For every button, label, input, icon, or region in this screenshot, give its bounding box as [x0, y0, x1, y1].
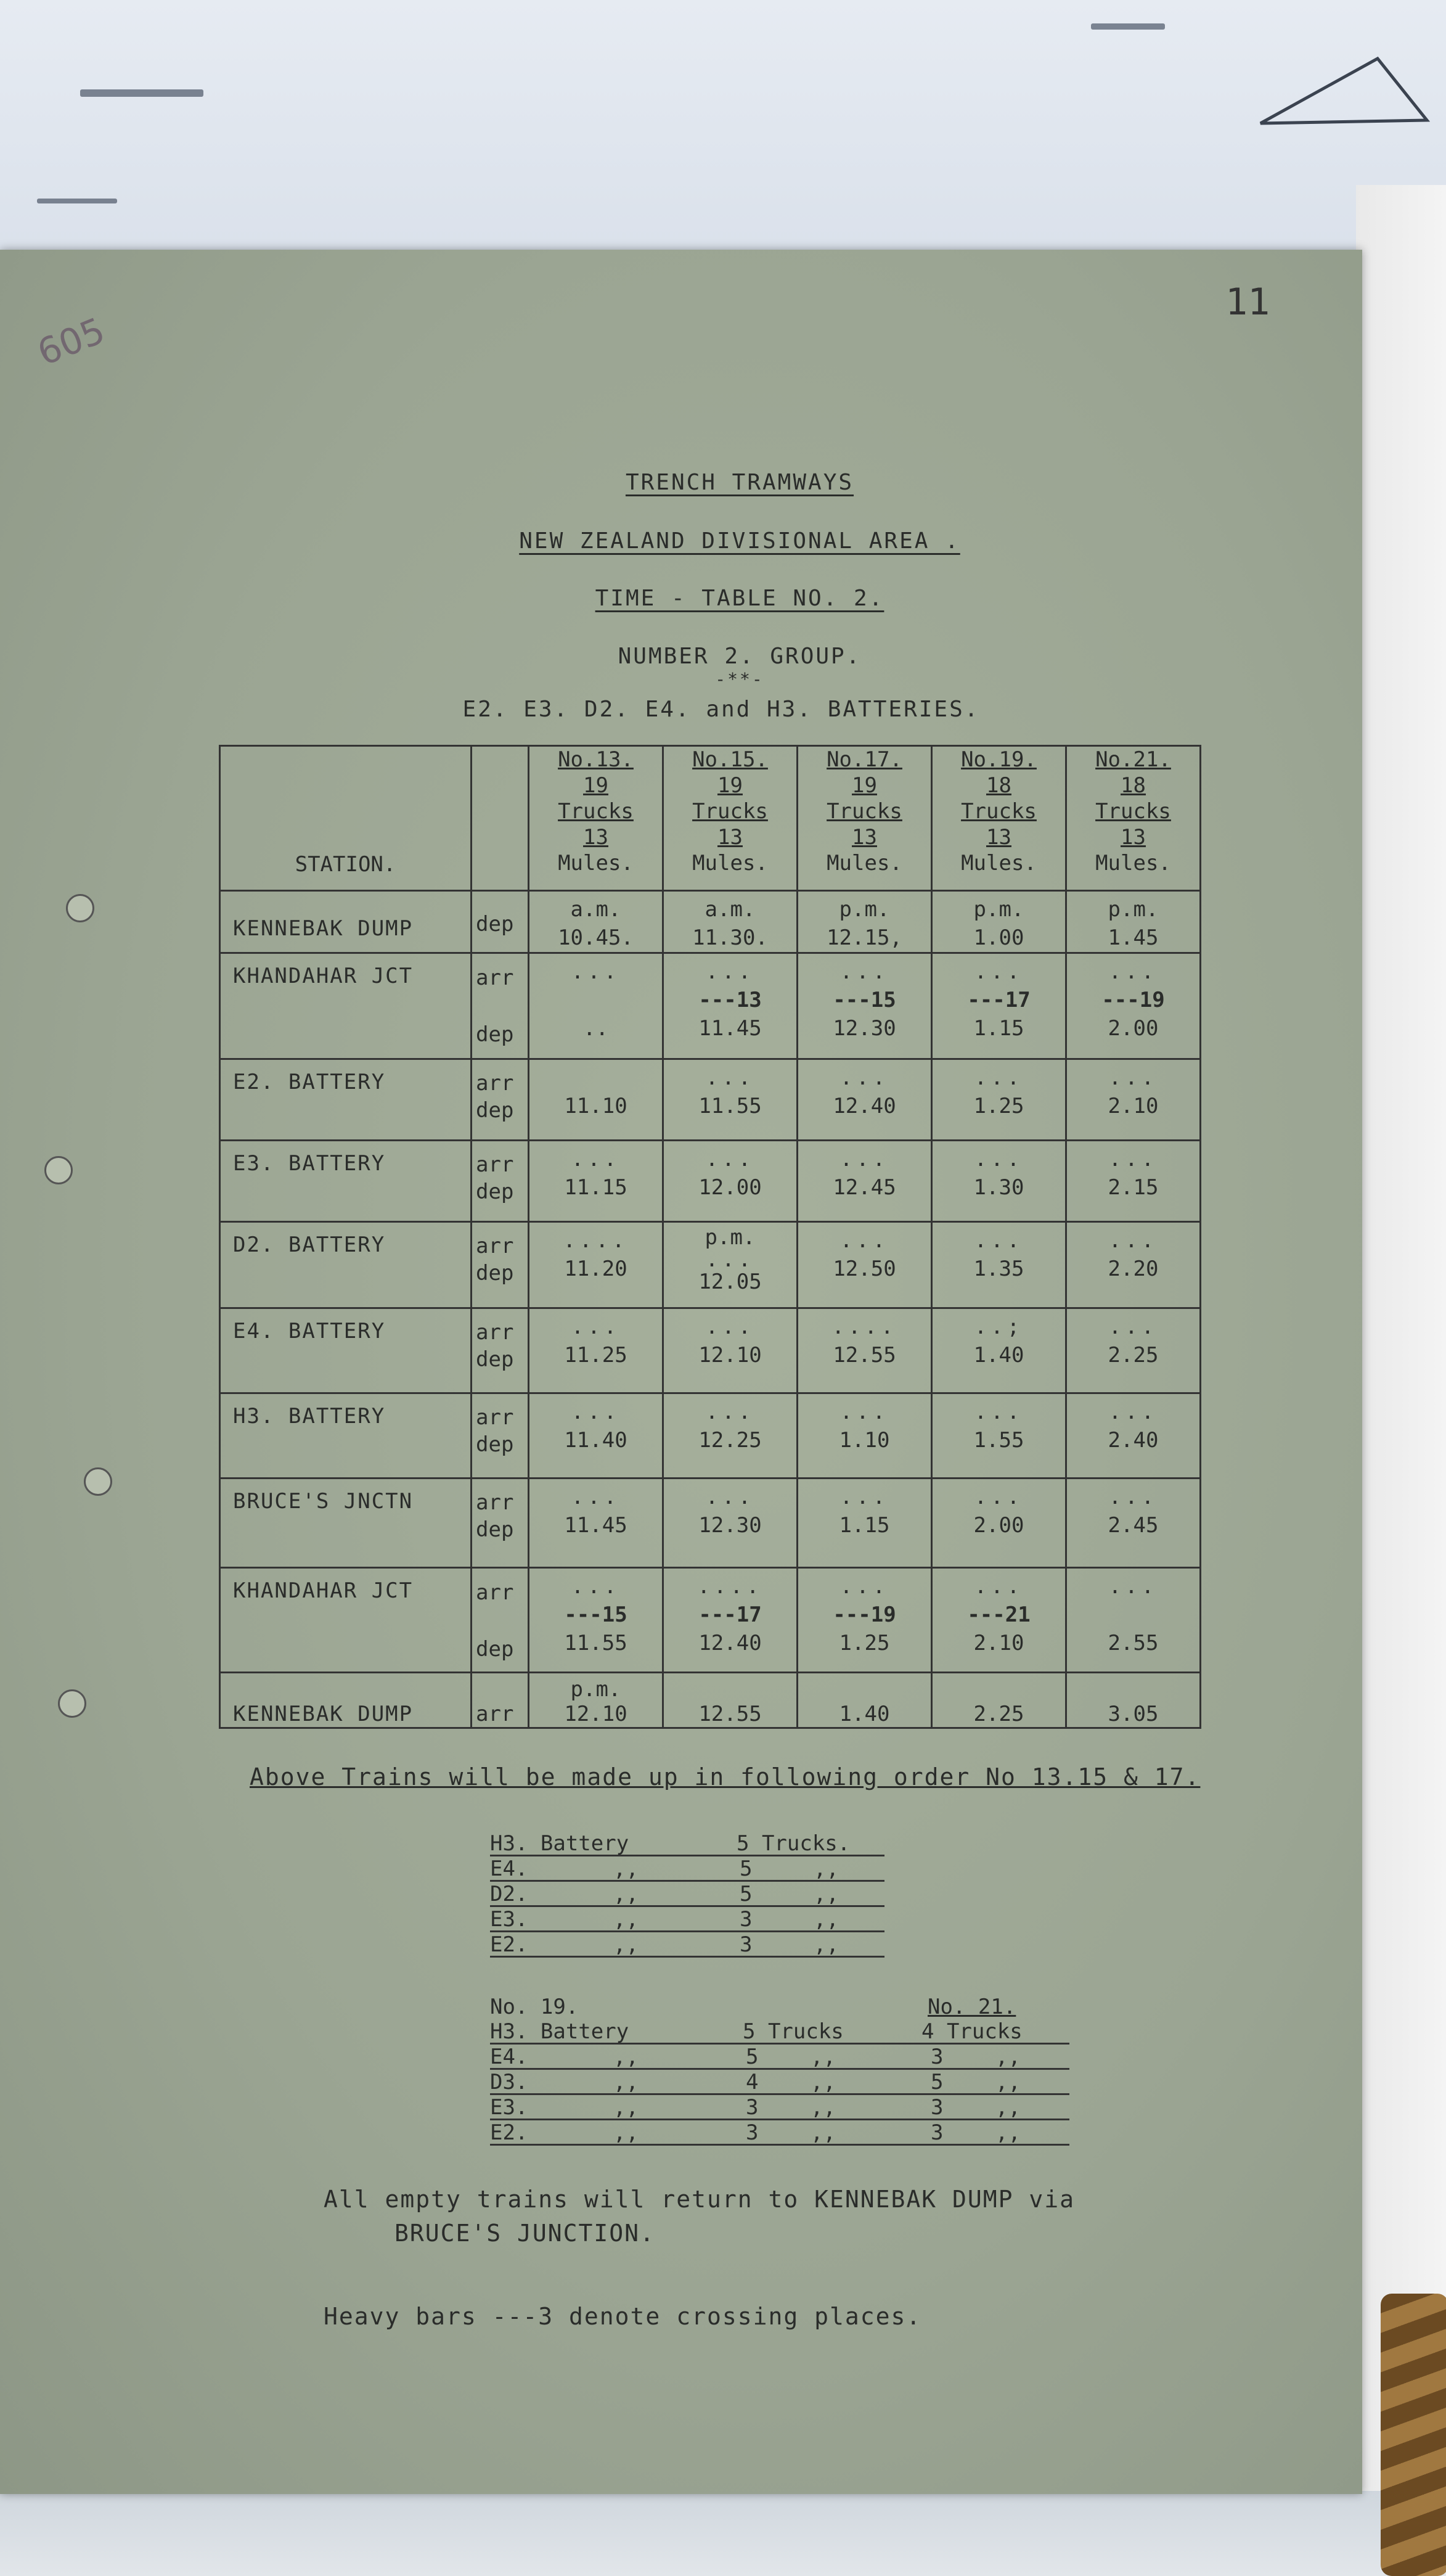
station-name: KHANDAHAR JCT: [220, 1568, 472, 1673]
time-cell: ... 2.00: [932, 1479, 1066, 1568]
punch-hole: [84, 1467, 112, 1496]
time-cell: ... 12.30: [663, 1479, 798, 1568]
time-cell: ... ---15 11.55: [529, 1568, 663, 1673]
table-row: [220, 1568, 1201, 1673]
order-list-2: [490, 1995, 1069, 2146]
time-cell: 12.55: [663, 1673, 798, 1728]
time-cell: ... ---17 1.15: [932, 953, 1066, 1059]
time-cell: ... ---21 2.10: [932, 1568, 1066, 1673]
train-header: No.13. 19 Trucks 13 Mules.: [529, 746, 663, 891]
time-cell: ... 2.55: [1066, 1568, 1201, 1673]
background-sheet: [0, 0, 1446, 284]
time-cell: ... 2.15: [1066, 1141, 1201, 1222]
list-item: E2. ,, 3 ,,: [490, 1932, 884, 1958]
folio-mark: 605: [31, 309, 111, 374]
train-header: No.17. 19 Trucks 13 Mules.: [798, 746, 932, 891]
time-cell: p.m. 12.10: [529, 1673, 663, 1728]
time-cell: ... 2.25: [1066, 1308, 1201, 1393]
list-item: D2. ,, 5 ,,: [490, 1882, 884, 1907]
time-cell: ... 11.55: [663, 1059, 798, 1141]
arr-dep-label: arr dep: [472, 1059, 529, 1141]
arr-dep-label: arr: [472, 1673, 529, 1728]
table-row: [220, 1479, 1201, 1568]
arr-dep-header: [472, 746, 529, 891]
table-header-row: [220, 746, 1201, 891]
time-cell: ... 1.55: [932, 1393, 1066, 1479]
station-name: D2. BATTERY: [220, 1222, 472, 1308]
time-cell: ... ---15 12.30: [798, 953, 932, 1059]
list-item: E3. ,, 3 ,, 3 ,,: [490, 2095, 1069, 2120]
time-cell: ... 11.15: [529, 1141, 663, 1222]
order-note: Above Trains will be made up in following order No 13.15 & 17.: [250, 1763, 1201, 1790]
station-header: STATION.: [220, 746, 472, 891]
heavy-bars-note: Heavy bars ---3 denote crossing places.: [324, 2303, 922, 2330]
return-note-line-2: BRUCE'S JUNCTION.: [394, 2220, 655, 2247]
pencil-mark: [37, 199, 117, 203]
time-cell: ... 11.45: [529, 1479, 663, 1568]
station-name: KENNEBAK DUMP: [220, 1673, 472, 1728]
time-cell: ... 1.30: [932, 1141, 1066, 1222]
pencil-mark: [80, 89, 203, 97]
punch-hole: [58, 1689, 86, 1718]
time-cell: p.m. 1.00: [932, 891, 1066, 953]
list-item: D3. ,, 4 ,, 5 ,,: [490, 2070, 1069, 2095]
time-cell: a.m. 10.45.: [529, 891, 663, 953]
table-row: [220, 1673, 1201, 1728]
arr-dep-label: arr dep: [472, 953, 529, 1059]
station-name: H3. BATTERY: [220, 1393, 472, 1479]
station-name: KENNEBAK DUMP: [220, 891, 472, 953]
time-cell: ... 12.00: [663, 1141, 798, 1222]
table-row: [220, 1141, 1201, 1222]
time-cell: ... 12.25: [663, 1393, 798, 1479]
table-row: [220, 1308, 1201, 1393]
background-bottom: [0, 2491, 1446, 2576]
station-name: E4. BATTERY: [220, 1308, 472, 1393]
pencil-triangle: [1254, 49, 1439, 129]
doc-group: NUMBER 2. GROUP.: [618, 644, 862, 669]
list-item: E2. ,, 3 ,, 3 ,,: [490, 2120, 1069, 2146]
table-row: [220, 1393, 1201, 1479]
list-item: E4. ,, 5 ,, 3 ,,: [490, 2045, 1069, 2070]
arr-dep-label: arr dep: [472, 1141, 529, 1222]
timetable-table: [219, 745, 1201, 1729]
punch-hole: [66, 894, 94, 922]
arr-dep-label: arr dep: [472, 1308, 529, 1393]
arr-dep-label: arr dep: [472, 1222, 529, 1308]
time-cell: ... 2.10: [1066, 1059, 1201, 1141]
time-cell: ... 1.35: [932, 1222, 1066, 1308]
time-cell: ... 11.40: [529, 1393, 663, 1479]
doc-title: TRENCH TRAMWAYS: [625, 470, 854, 495]
train-header: No.19. 18 Trucks 13 Mules.: [932, 746, 1066, 891]
arr-dep-label: arr dep: [472, 1479, 529, 1568]
arr-dep-label: arr dep: [472, 1393, 529, 1479]
list-item: E4. ,, 5 ,,: [490, 1856, 884, 1882]
list-item: E3. ,, 3 ,,: [490, 1907, 884, 1932]
time-cell: ... ---13 11.45: [663, 953, 798, 1059]
time-cell: ... 12.40: [798, 1059, 932, 1141]
time-cell: ... 12.50: [798, 1222, 932, 1308]
time-cell: ... 12.45: [798, 1141, 932, 1222]
doc-timetable: TIME - TABLE NO. 2.: [595, 586, 884, 611]
time-cell: ... 1.15: [798, 1479, 932, 1568]
time-cell: ... 11.25: [529, 1308, 663, 1393]
time-cell: a.m. 11.30.: [663, 891, 798, 953]
time-cell: ..; 1.40: [932, 1308, 1066, 1393]
punch-hole: [44, 1156, 73, 1184]
time-cell: p.m. ... 12.05: [663, 1222, 798, 1308]
doc-area: NEW ZEALAND DIVISIONAL AREA .: [519, 528, 960, 554]
return-note-line-1: All empty trains will return to KENNEBAK DUMP via: [324, 2186, 1076, 2213]
time-cell: ... 12.10: [663, 1308, 798, 1393]
station-name: E3. BATTERY: [220, 1141, 472, 1222]
time-cell: 11.10: [529, 1059, 663, 1141]
page-number: 11: [1225, 281, 1270, 324]
table-row: [220, 1222, 1201, 1308]
table-row: [220, 891, 1201, 953]
time-cell: ... 2.40: [1066, 1393, 1201, 1479]
time-cell: ... ---19 2.00: [1066, 953, 1201, 1059]
order-list-2-header: No. 19. No. 21.: [490, 1995, 1016, 2019]
time-cell: ... 2.20: [1066, 1222, 1201, 1308]
time-cell: ... ..: [529, 953, 663, 1059]
train-header: No.21. 18 Trucks 13 Mules.: [1066, 746, 1201, 891]
time-cell: 2.25: [932, 1673, 1066, 1728]
station-name: E2. BATTERY: [220, 1059, 472, 1141]
table-row: [220, 1059, 1201, 1141]
binding-tassel: [1381, 2294, 1446, 2576]
time-cell: .... 12.55: [798, 1308, 932, 1393]
station-name: KHANDAHAR JCT: [220, 953, 472, 1059]
list-item: H3. Battery 5 Trucks.: [490, 1831, 884, 1856]
list-item: H3. Battery 5 Trucks 4 Trucks: [490, 2019, 1069, 2045]
time-cell: ... 2.45: [1066, 1479, 1201, 1568]
station-name: BRUCE'S JNCTN: [220, 1479, 472, 1568]
pencil-mark: [1091, 23, 1165, 30]
time-cell: p.m. 1.45: [1066, 891, 1201, 953]
time-cell: 1.40: [798, 1673, 932, 1728]
time-cell: ... 1.10: [798, 1393, 932, 1479]
time-cell: .... 11.20: [529, 1222, 663, 1308]
train-header: No.15. 19 Trucks 13 Mules.: [663, 746, 798, 891]
table-row: [220, 953, 1201, 1059]
doc-divider: -**-: [715, 669, 764, 689]
arr-dep-label: dep: [472, 891, 529, 953]
order-list-1: [490, 1831, 884, 1958]
time-cell: p.m. 12.15,: [798, 891, 932, 953]
time-cell: ... ---19 1.25: [798, 1568, 932, 1673]
time-cell: .... ---17 12.40: [663, 1568, 798, 1673]
time-cell: ... 1.25: [932, 1059, 1066, 1141]
time-cell: 3.05: [1066, 1673, 1201, 1728]
doc-batteries: E2. E3. D2. E4. and H3. BATTERIES.: [462, 697, 980, 722]
arr-dep-label: arr dep: [472, 1568, 529, 1673]
